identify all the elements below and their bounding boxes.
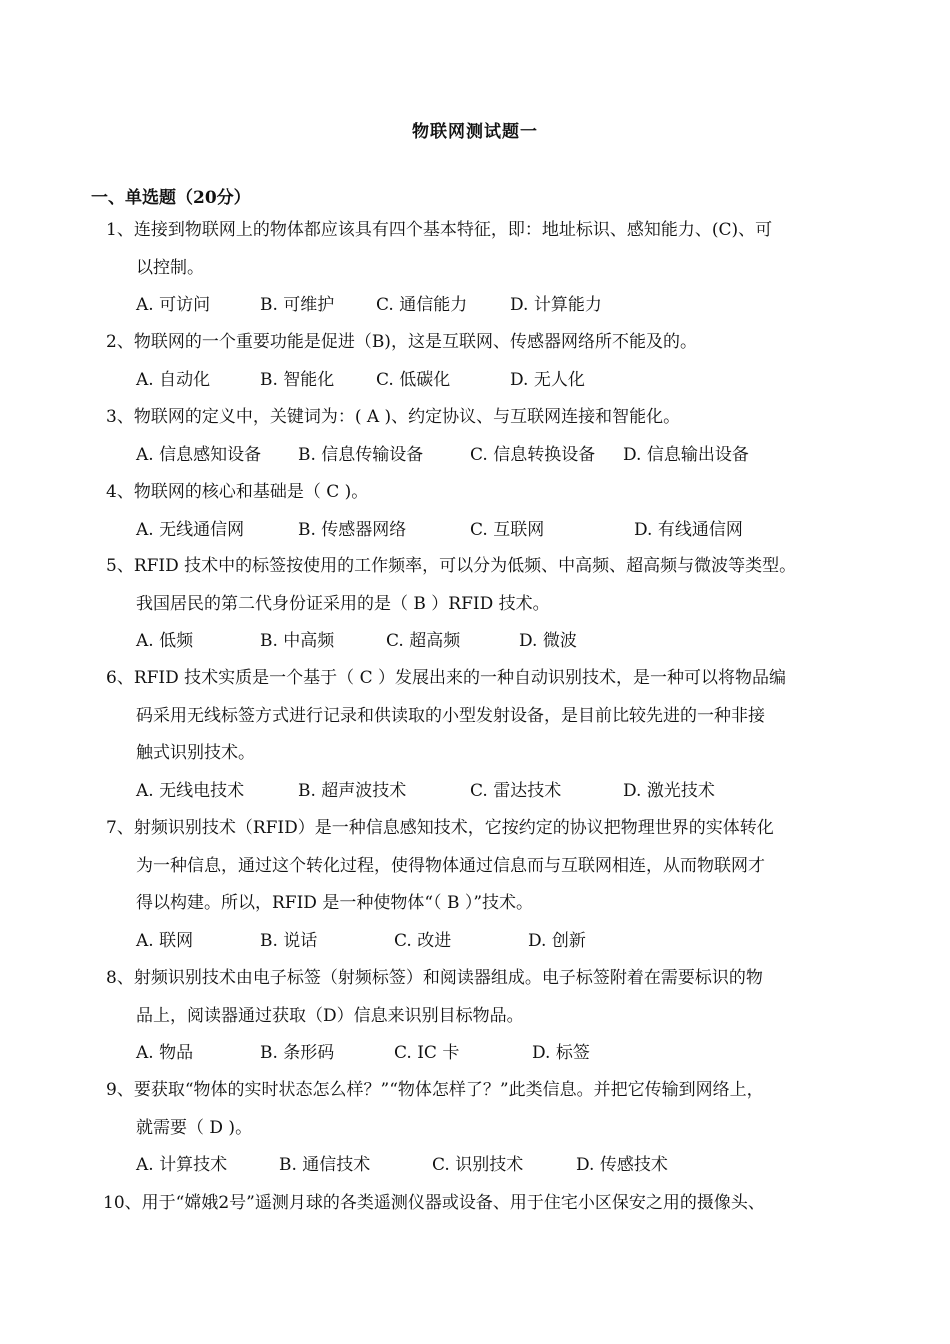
question-3-line-1: 3、物联网的定义中，关键词为：( A )、约定协议、与互联网连接和智能化。 xyxy=(106,407,681,427)
question-8-option-d: D. 标签 xyxy=(532,1043,590,1063)
question-7-option-a: A. 联网 xyxy=(136,931,194,951)
question-2-option-b: B. 智能化 xyxy=(260,370,335,390)
question-6-line-2: 码采用无线标签方式进行记录和供读取的小型发射设备，是目前比较先进的一种非接 xyxy=(136,706,765,726)
question-1-line-2: 以控制。 xyxy=(136,258,204,278)
question-9-option-c: C. 识别技术 xyxy=(432,1155,524,1175)
question-5-option-a: A. 低频 xyxy=(136,631,194,651)
question-9-option-b: B. 通信技术 xyxy=(279,1155,371,1175)
question-2-option-c: C. 低碳化 xyxy=(376,370,451,390)
question-4-line-1: 4、物联网的核心和基础是（ C )。 xyxy=(106,482,369,502)
question-8-option-b: B. 条形码 xyxy=(260,1043,335,1063)
question-1-line-1: 1、连接到物联网上的物体都应该具有四个基本特征，即：地址标识、感知能力、(C)、可 xyxy=(106,220,773,240)
question-5-option-b: B. 中高频 xyxy=(260,631,335,651)
question-7-line-1: 7、射频识别技术（RFID）是一种信息感知技术，它按约定的协议把物理世界的实体转化 xyxy=(106,818,774,838)
question-1-option-c: C. 通信能力 xyxy=(376,295,468,315)
question-4-option-c: C. 互联网 xyxy=(470,520,545,540)
section-heading: 一、单选题（20分） xyxy=(91,188,251,208)
question-7-option-c: C. 改进 xyxy=(394,931,452,951)
question-10-line-1: 10、用于“嫦娥2号”遥测月球的各类遥测仪器或设备、用于住宅小区保安之用的摄像头、 xyxy=(103,1193,765,1213)
question-6-option-d: D. 激光技术 xyxy=(623,781,715,801)
question-8-line-1: 8、射频识别技术由电子标签（射频标签）和阅读器组成。电子标签附着在需要标识的物 xyxy=(106,968,763,988)
question-3-option-d: D. 信息输出设备 xyxy=(623,445,749,465)
question-2-option-d: D. 无人化 xyxy=(510,370,585,390)
question-9-line-1: 9、要获取“物体的实时状态怎么样？”“物体怎样了？”此类信息。并把它传输到网络上， xyxy=(106,1080,764,1100)
question-5-line-2: 我国居民的第二代身份证采用的是（ B ）RFID 技术。 xyxy=(136,594,550,614)
question-8-line-2: 品上，阅读器通过获取（D）信息来识别目标物品。 xyxy=(136,1006,524,1026)
question-6-line-3: 触式识别技术。 xyxy=(136,743,255,763)
question-6-option-c: C. 雷达技术 xyxy=(470,781,562,801)
question-3-option-a: A. 信息感知设备 xyxy=(136,445,262,465)
question-7-line-3: 得以构建。所以，RFID 是一种使物体“（ B ）”技术。 xyxy=(136,893,534,913)
question-4-option-b: B. 传感器网络 xyxy=(298,520,407,540)
question-1-option-d: D. 计算能力 xyxy=(510,295,602,315)
question-6-option-b: B. 超声波技术 xyxy=(298,781,407,801)
question-2-line-1: 2、物联网的一个重要功能是促进（B)，这是互联网、传感器网络所不能及的。 xyxy=(106,332,697,352)
question-5-line-1: 5、RFID 技术中的标签按使用的工作频率，可以分为低频、中高频、超高频与微波等类型。 xyxy=(106,556,797,576)
question-3-option-c: C. 信息转换设备 xyxy=(470,445,596,465)
question-7-line-2: 为一种信息，通过这个转化过程，使得物体通过信息而与互联网相连，从而物联网才 xyxy=(136,856,765,876)
question-9-line-2: 就需要（ D )。 xyxy=(136,1118,253,1138)
question-9-option-a: A. 计算技术 xyxy=(136,1155,228,1175)
question-7-option-d: D. 创新 xyxy=(528,931,586,951)
question-8-option-c: C. IC 卡 xyxy=(394,1043,460,1063)
question-6-option-a: A. 无线电技术 xyxy=(136,781,245,801)
question-3-option-b: B. 信息传输设备 xyxy=(298,445,424,465)
question-2-option-a: A. 自动化 xyxy=(136,370,211,390)
question-1-option-a: A. 可访问 xyxy=(136,295,211,315)
question-1-option-b: B. 可维护 xyxy=(260,295,335,315)
question-8-option-a: A. 物品 xyxy=(136,1043,194,1063)
question-7-option-b: B. 说话 xyxy=(260,931,318,951)
question-4-option-d: D. 有线通信网 xyxy=(634,520,743,540)
question-9-option-d: D. 传感技术 xyxy=(576,1155,668,1175)
question-4-option-a: A. 无线通信网 xyxy=(136,520,245,540)
page-title: 物联网测试题一 xyxy=(412,122,538,142)
question-5-option-c: C. 超高频 xyxy=(386,631,461,651)
question-6-line-1: 6、RFID 技术实质是一个基于（ C ）发展出来的一种自动识别技术，是一种可以将物品编 xyxy=(106,668,786,688)
question-5-option-d: D. 微波 xyxy=(519,631,577,651)
